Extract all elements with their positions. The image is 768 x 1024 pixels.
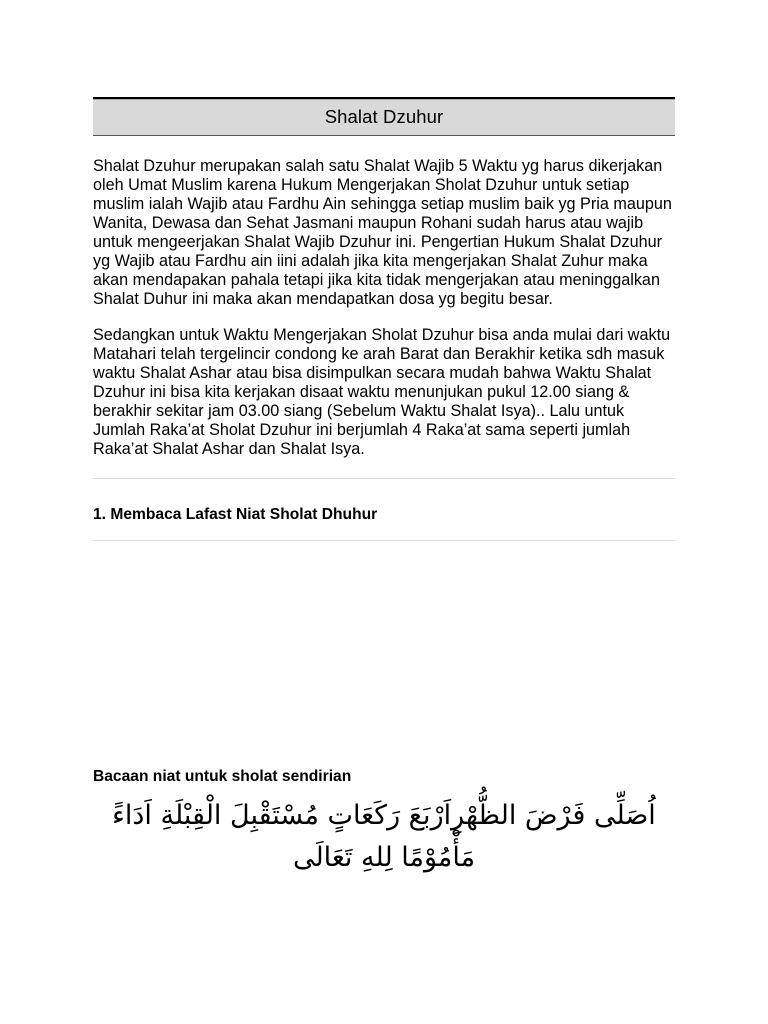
title-bar	[93, 97, 675, 136]
arabic-niat-text: اُصَلِّى فَرْضَ الظُّهْرِاَرْبَعَ رَكَعَاتٍ مُسْتَقْبِلَ الْقِبْلَةِ اَدَاءً مَأْمُوْمًا لِلهِ تَعَالَى	[112, 800, 656, 873]
document-title: Shalat Dzuhur	[324, 106, 444, 127]
paragraph-introduction: Shalat Dzuhur merupakan salah satu Shalat Wajib 5 Waktu yg harus dikerjakan oleh Umat Muslim karena Hukum Mengerjakan Sholat Dzuhur untuk setiap muslim ialah Wajib atau Fardhu Ain sehingga setiap muslim baik yg Pria maupun Wanita, Dewasa dan Sehat Jasmani maupun Rohani sudah harus atau wajib untuk mengeerjakan Shalat Wajib Dzuhur ini. Pengertian Hukum Shalat Dzuhur yg Wajib atau Fardhu ain iini adalah jika kita mengerjakan Shalat Zuhur maka akan mendapakan pahala tetapi jika kita tidak mengerjakan atau meninggalkan Shalat Duhur ini maka akan mendapatkan dosa yg begitu besar.	[93, 157, 672, 308]
document-page	[93, 97, 675, 879]
sub-heading: Bacaan niat untuk sholat sendirian	[93, 768, 352, 785]
divider	[93, 540, 675, 541]
section-heading: 1. Membaca Lafast Niat Sholat Dhuhur	[93, 506, 378, 523]
divider	[93, 478, 675, 479]
paragraph-prayer-time: Sedangkan untuk Waktu Mengerjakan Sholat Dzuhur bisa anda mulai dari waktu Matahari telah tergelincir condong ke arah Barat dan Berakhir ketika sdh masuk waktu Shalat Ashar atau bisa disimpulkan secara mudah bahwa Waktu Shalat Dzuhur ini bisa kita kerjakan disaat waktu menunjukan pukul 12.00 siang & berakhir sekitar jam 03.00 siang (Sebelum Waktu Shalat Isya).. Lalu untuk Jumlah Raka’at Sholat Dzuhur ini berjumlah 4 Raka’at sama seperti jumlah Raka’at Shalat Ashar dan Shalat Isya.	[93, 326, 671, 458]
